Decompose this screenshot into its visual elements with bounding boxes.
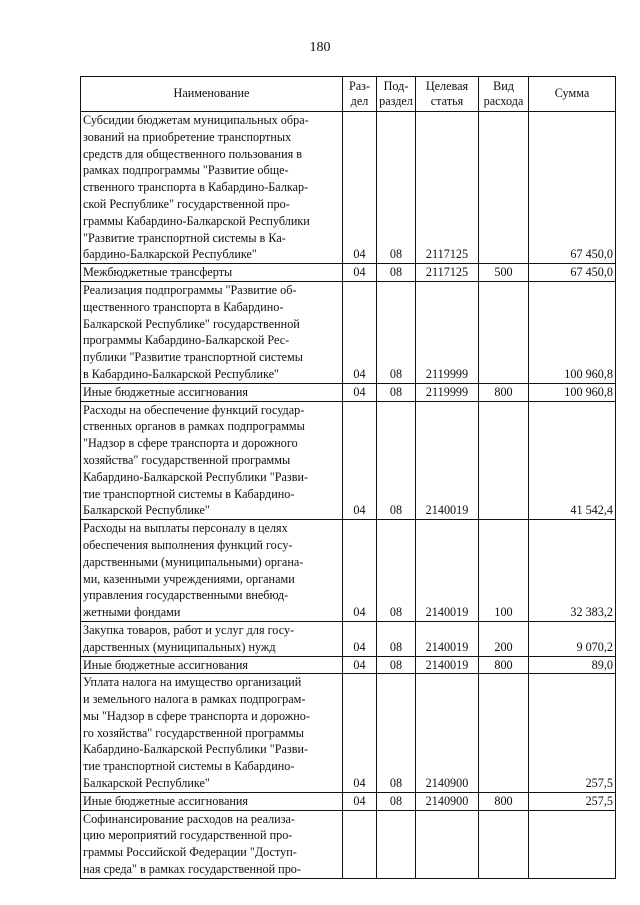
row-kind-cell bbox=[479, 674, 529, 793]
table-row bbox=[81, 264, 616, 282]
table-row bbox=[81, 383, 616, 401]
header-section-line: Раз- bbox=[348, 78, 371, 93]
row-name-line: Балкарской Республике" bbox=[83, 503, 210, 518]
row-sum-cell: 67 450,0 bbox=[529, 264, 616, 282]
row-name-line: ная среда" в рамках государственной про- bbox=[83, 862, 301, 877]
row-name-line: Кабардино-Балкарской Республики "Разви- bbox=[83, 742, 309, 757]
row-kind-cell: 200 bbox=[479, 621, 529, 656]
row-section-cell: 04 bbox=[343, 264, 377, 282]
row-name-line: программы Кабардино-Балкарской Рес- bbox=[83, 333, 290, 348]
row-name-line: в Кабардино-Балкарской Республике" bbox=[83, 366, 280, 381]
row-subsection-cell bbox=[377, 810, 416, 878]
table-header-row bbox=[81, 77, 616, 112]
row-sum-cell: 9 070,2 bbox=[529, 621, 616, 656]
page-number: 180 bbox=[309, 40, 331, 55]
budget-table bbox=[80, 76, 616, 879]
row-name-line: дарственными (муниципальными) органа- bbox=[83, 554, 304, 569]
row-target-cell: 2117125 bbox=[416, 264, 479, 282]
header-target-line: статья bbox=[430, 94, 464, 108]
row-kind-cell: 100 bbox=[479, 520, 529, 622]
row-name-line: щественного транспорта в Кабардино- bbox=[83, 299, 284, 314]
row-section-cell: 04 bbox=[343, 656, 377, 674]
row-kind-cell bbox=[479, 401, 529, 520]
row-name-line: зований на приобретение транспортных bbox=[83, 129, 292, 144]
row-name-cell bbox=[81, 401, 343, 520]
header-subsection bbox=[377, 77, 416, 112]
row-kind-cell: 800 bbox=[479, 656, 529, 674]
row-target-cell: 2140019 bbox=[416, 621, 479, 656]
row-name-cell bbox=[81, 383, 343, 401]
row-name-line: Софинансирование расходов на реализа- bbox=[83, 811, 295, 826]
row-name-line: обеспечения выполнения функций госу- bbox=[83, 537, 293, 552]
row-kind-cell bbox=[479, 281, 529, 383]
row-subsection-cell: 08 bbox=[377, 674, 416, 793]
row-subsection-cell: 08 bbox=[377, 383, 416, 401]
header-section bbox=[343, 77, 377, 112]
row-target-cell: 2119999 bbox=[416, 281, 479, 383]
header-name-label: Наименование bbox=[173, 86, 250, 101]
row-name-line: Межбюджетные трансферты bbox=[83, 265, 233, 280]
row-section-cell: 04 bbox=[343, 621, 377, 656]
row-name-line: публики "Развитие транспортной системы bbox=[83, 350, 303, 365]
row-name-cell bbox=[81, 621, 343, 656]
row-sum-cell: 257,5 bbox=[529, 792, 616, 810]
row-name-line: Иные бюджетные ассигнования bbox=[83, 657, 249, 672]
row-name-cell bbox=[81, 520, 343, 622]
row-subsection-cell: 08 bbox=[377, 281, 416, 383]
row-kind-cell: 800 bbox=[479, 792, 529, 810]
row-target-cell: 2117125 bbox=[416, 112, 479, 264]
row-kind-cell bbox=[479, 112, 529, 264]
row-section-cell: 04 bbox=[343, 792, 377, 810]
row-sum-cell: 89,0 bbox=[529, 656, 616, 674]
row-name-cell bbox=[81, 792, 343, 810]
row-section-cell: 04 bbox=[343, 281, 377, 383]
row-name-line: Балкарской Республике" государственной bbox=[83, 316, 300, 331]
row-name-line: граммы Кабардино-Балкарской Республики bbox=[83, 213, 310, 228]
row-name-line: Расходы на выплаты персоналу в целях bbox=[83, 521, 288, 536]
row-name-line: жетными фондами bbox=[83, 605, 181, 620]
row-name-line: "Развитие транспортной системы в Ка- bbox=[83, 230, 286, 245]
row-sum-cell: 100 960,8 bbox=[529, 383, 616, 401]
row-name-line: средств для общественного пользования в bbox=[83, 146, 303, 161]
row-target-cell bbox=[416, 810, 479, 878]
row-name-line: и земельного налога в рамках подпрограм- bbox=[83, 692, 306, 707]
row-name-line: Субсидии бюджетам муниципальных обра- bbox=[83, 113, 309, 127]
row-subsection-cell: 08 bbox=[377, 401, 416, 520]
row-section-cell: 04 bbox=[343, 383, 377, 401]
row-name-line: Уплата налога на имущество организаций bbox=[83, 675, 302, 690]
table-row bbox=[81, 674, 616, 793]
row-subsection-cell: 08 bbox=[377, 792, 416, 810]
header-subsection-line: Под- bbox=[383, 78, 409, 93]
row-section-cell: 04 bbox=[343, 112, 377, 264]
row-name-line: Расходы на обеспечение функций государ- bbox=[83, 402, 305, 417]
row-name-cell bbox=[81, 810, 343, 878]
budget-table-body bbox=[81, 112, 616, 879]
row-name-cell bbox=[81, 264, 343, 282]
row-target-cell: 2140900 bbox=[416, 674, 479, 793]
row-name-line: го хозяйства" государственной программы bbox=[83, 725, 304, 740]
row-name-line: ми, казенными учреждениями, органами bbox=[83, 571, 295, 586]
row-name-line: бардино-Балкарской Республике" bbox=[83, 247, 257, 262]
row-name-line: управления государственными внебюд- bbox=[83, 588, 289, 603]
row-name-line: дарственных (муниципальных) нужд bbox=[83, 639, 276, 654]
row-name-line: Балкарской Республике" bbox=[83, 776, 210, 791]
table-row bbox=[81, 520, 616, 622]
table-row bbox=[81, 281, 616, 383]
header-kind bbox=[479, 77, 529, 112]
row-kind-cell bbox=[479, 810, 529, 878]
row-name-line: Иные бюджетные ассигнования bbox=[83, 384, 249, 399]
row-name-line: цию мероприятий государственной про- bbox=[83, 828, 293, 843]
row-sum-cell bbox=[529, 810, 616, 878]
row-name-line: граммы Российской Федерации "Доступ- bbox=[83, 845, 297, 860]
row-subsection-cell: 08 bbox=[377, 656, 416, 674]
row-name-line: рамках подпрограммы "Развитие обще- bbox=[83, 163, 289, 178]
header-kind-line: Вид bbox=[493, 78, 514, 93]
header-name bbox=[81, 77, 343, 112]
row-name-line: хозяйства" государственной программы bbox=[83, 452, 291, 467]
row-name-cell bbox=[81, 674, 343, 793]
header-target bbox=[416, 77, 479, 112]
row-subsection-cell: 08 bbox=[377, 264, 416, 282]
row-name-line: Закупка товаров, работ и услуг для госу- bbox=[83, 622, 295, 637]
header-subsection-line: раздел bbox=[379, 94, 413, 108]
row-name-line: ственного транспорта в Кабардино-Балкар- bbox=[83, 180, 309, 195]
table-row bbox=[81, 112, 616, 264]
row-target-cell: 2140900 bbox=[416, 792, 479, 810]
row-subsection-cell: 08 bbox=[377, 520, 416, 622]
row-sum-cell: 32 383,2 bbox=[529, 520, 616, 622]
row-section-cell: 04 bbox=[343, 401, 377, 520]
row-target-cell: 2140019 bbox=[416, 520, 479, 622]
table-row bbox=[81, 656, 616, 674]
row-subsection-cell: 08 bbox=[377, 112, 416, 264]
row-name-line: ственных органов в рамках подпрограммы bbox=[83, 419, 305, 434]
header-kind-line: расхода bbox=[483, 94, 524, 108]
row-sum-cell: 257,5 bbox=[529, 674, 616, 793]
row-sum-cell: 100 960,8 bbox=[529, 281, 616, 383]
header-target-line: Целевая bbox=[425, 78, 469, 93]
header-sum-label: Сумма bbox=[554, 86, 590, 101]
row-sum-cell: 67 450,0 bbox=[529, 112, 616, 264]
row-sum-cell: 41 542,4 bbox=[529, 401, 616, 520]
header-sum bbox=[529, 77, 616, 112]
table-row bbox=[81, 792, 616, 810]
row-target-cell: 2119999 bbox=[416, 383, 479, 401]
row-target-cell: 2140019 bbox=[416, 401, 479, 520]
row-name-line: тие транспортной системы в Кабардино- bbox=[83, 486, 295, 501]
row-name-line: Иные бюджетные ассигнования bbox=[83, 793, 249, 808]
row-name-line: тие транспортной системы в Кабардино- bbox=[83, 759, 295, 774]
table-row bbox=[81, 401, 616, 520]
row-name-line: мы "Надзор в сфере транспорта и дорожно- bbox=[83, 708, 310, 723]
row-section-cell: 04 bbox=[343, 674, 377, 793]
row-name-cell bbox=[81, 112, 343, 264]
table-row bbox=[81, 621, 616, 656]
row-section-cell: 04 bbox=[343, 520, 377, 622]
row-name-line: Кабардино-Балкарской Республики "Разви- bbox=[83, 469, 309, 484]
row-subsection-cell: 08 bbox=[377, 621, 416, 656]
row-name-cell bbox=[81, 656, 343, 674]
header-section-line: дел bbox=[350, 94, 369, 108]
row-name-line: Реализация подпрограммы "Развитие об- bbox=[83, 282, 297, 297]
row-name-line: ской Республике" государственной про- bbox=[83, 196, 290, 211]
row-name-line: "Надзор в сфере транспорта и дорожного bbox=[83, 436, 298, 451]
row-section-cell bbox=[343, 810, 377, 878]
row-kind-cell: 800 bbox=[479, 383, 529, 401]
row-target-cell: 2140019 bbox=[416, 656, 479, 674]
row-kind-cell: 500 bbox=[479, 264, 529, 282]
table-row bbox=[81, 810, 616, 878]
row-name-cell bbox=[81, 281, 343, 383]
